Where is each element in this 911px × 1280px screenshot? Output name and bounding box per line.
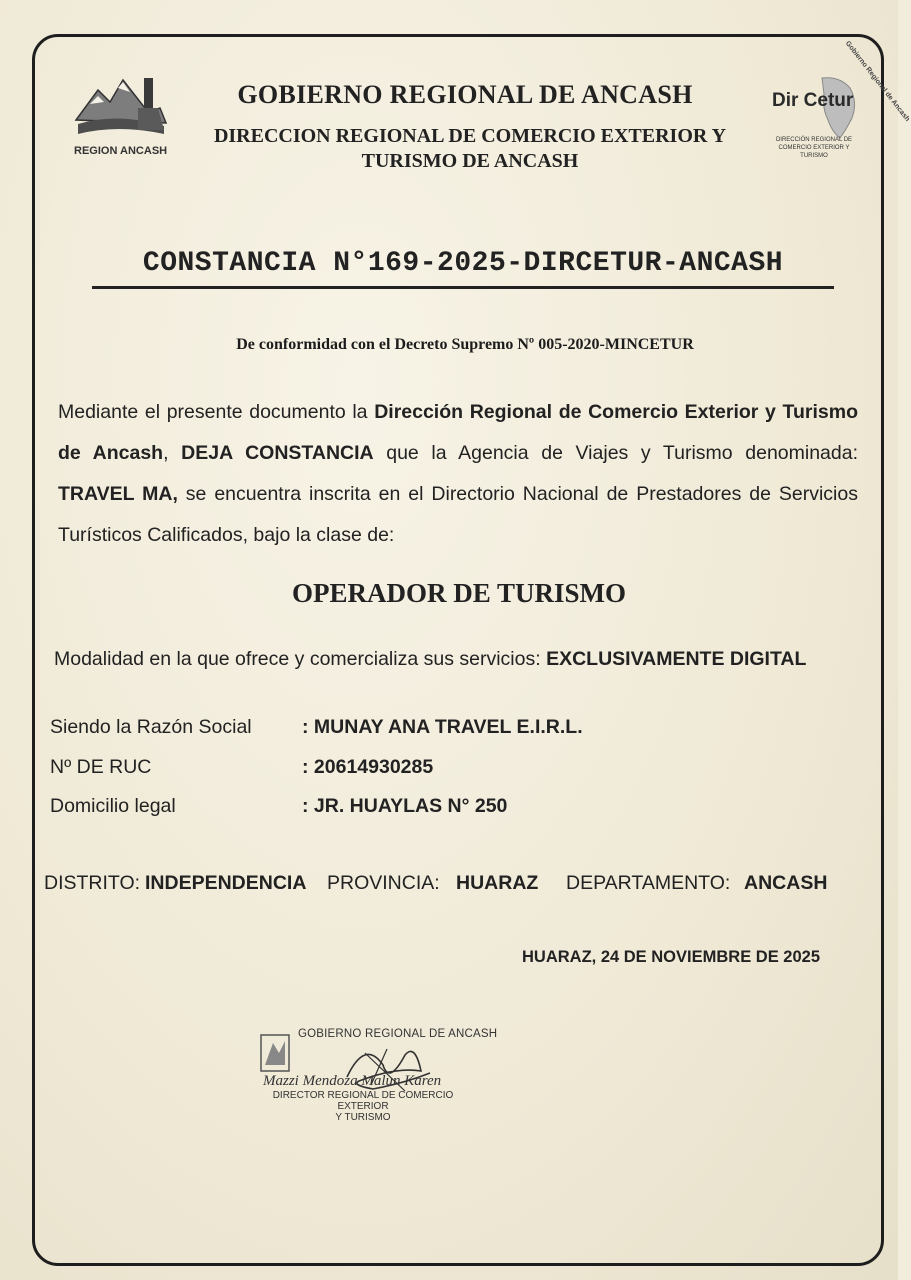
government-title: GOBIERNO REGIONAL DE ANCASH: [237, 80, 693, 109]
signer-name: Mazzi Mendoza Malun Karen: [263, 1073, 442, 1089]
province-label: PROVINCIA:: [327, 872, 440, 894]
direction-line-1: DIRECCION REGIONAL DE COMERCIO EXTERIOR Y: [213, 125, 727, 147]
district-label: DISTRITO:: [44, 872, 141, 894]
body-text-1: Mediante el presente documento la: [58, 401, 375, 423]
body-bold-constancia: DEJA CONSTANCIA: [181, 442, 374, 464]
modality: [54, 640, 860, 678]
certificate-title: CONSTANCIA N°169-2025-DIRCETUR-ANCASH: [142, 248, 784, 279]
direction-title: [190, 124, 750, 174]
region-ancash-logo: [68, 68, 173, 163]
ruc-label: Nº DE RUC: [50, 756, 152, 778]
district-value: INDEPENDENCIA: [145, 872, 307, 894]
title-underline: [92, 286, 834, 289]
signer-role: [258, 1090, 468, 1123]
address-label: Domicilio legal: [50, 795, 176, 817]
business-name-label: Siendo la Razón Social: [50, 716, 252, 738]
address-value: : JR. HUAYLAS N° 250: [302, 795, 508, 817]
business-name-value: : MUNAY ANA TRAVEL E.I.R.L.: [302, 716, 583, 738]
logo-region-text: REGION ANCASH: [74, 145, 168, 157]
stamp-government: GOBIERNO REGIONAL DE ANCASH: [298, 1028, 498, 1040]
modality-label: Modalidad en la que ofrece y comercializa sus servicios:: [54, 648, 547, 670]
modality-value: EXCLUSIVAMENTE DIGITAL: [546, 648, 807, 670]
body-text-2: ,: [163, 442, 182, 464]
logo-ring-text: Gobierno Regional de Ancash: [843, 40, 911, 123]
signer-role-line-2: Y TURISMO: [335, 1112, 391, 1123]
department-value: ANCASH: [744, 872, 828, 894]
logo-dircetur-text: Dir Cetur: [772, 90, 854, 111]
tourism-class: OPERADOR DE TURISMO: [291, 578, 627, 608]
province-value: HUARAZ: [456, 872, 539, 894]
body-bold-direction: Dirección Regional de Comercio Exterior y Turismo de Ancash: [58, 401, 858, 464]
logo-dircetur-caption: DIRECCIÓN REGIONAL DE COMERCIO EXTERIOR Y TURISMO: [775, 137, 853, 159]
ruc-value: : 20614930285: [302, 756, 434, 778]
signer-role-line-1: DIRECTOR REGIONAL DE COMERCIO EXTERIOR: [272, 1090, 454, 1112]
body-text-4: se encuentra inscrita en el Directorio Nacional de Prestadores de Servicios Turísticos Calificados, bajo la clase de:: [58, 483, 858, 546]
decree-reference: De conformidad con el Decreto Supremo Nº 005-2020-MINCETUR: [236, 336, 694, 353]
body-bold-agency: TRAVEL MA,: [58, 483, 178, 505]
issue-date: HUARAZ, 24 DE NOVIEMBRE DE 2025: [522, 948, 820, 966]
body-text-3: que la Agencia de Viajes y Turismo denominada:: [373, 442, 859, 464]
department-label: DEPARTAMENTO:: [566, 872, 731, 894]
direction-line-2: TURISMO DE ANCASH: [361, 150, 579, 172]
certificate-body: [58, 392, 858, 556]
